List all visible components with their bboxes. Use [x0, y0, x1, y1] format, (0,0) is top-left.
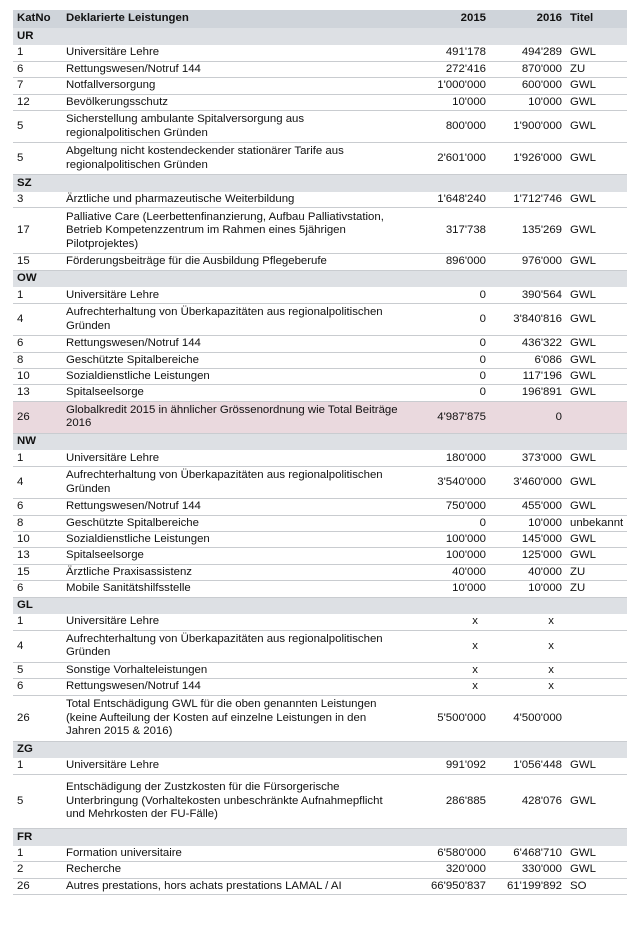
row-description: Universitäre Lehre: [62, 45, 408, 61]
row-titel: GWL: [566, 143, 627, 175]
canton-label: FR: [13, 829, 627, 846]
row-description: Rettungswesen/Notruf 144: [62, 336, 408, 352]
row-value-2015: 0: [408, 385, 490, 401]
row-value-2015: 896'000: [408, 254, 490, 270]
canton-label: ZG: [13, 741, 627, 758]
row-titel: ZU: [566, 581, 627, 597]
table-row: [13, 450, 627, 466]
row-description: Universitäre Lehre: [62, 287, 408, 303]
row-titel: GWL: [566, 862, 627, 878]
row-katno: 1: [13, 450, 62, 466]
table-row: [13, 467, 627, 499]
canton-label: UR: [13, 28, 627, 45]
header-row: [13, 10, 627, 28]
row-description: Rettungswesen/Notruf 144: [62, 499, 408, 515]
row-value-2015: 1'000'000: [408, 78, 490, 94]
row-titel: GWL: [566, 304, 627, 336]
table-row: [13, 385, 627, 401]
row-value-2015: x: [408, 679, 490, 695]
row-value-2016: 1'712'746: [490, 192, 566, 208]
row-value-2015: 0: [408, 352, 490, 368]
row-value-2015: 180'000: [408, 450, 490, 466]
row-value-2016: x: [490, 662, 566, 678]
row-titel: [566, 401, 627, 433]
table-row: [13, 662, 627, 678]
row-katno: 6: [13, 61, 62, 77]
table-row: [13, 581, 627, 597]
row-value-2016: 6'468'710: [490, 846, 566, 862]
row-value-2016: 40'000: [490, 564, 566, 580]
table-row: [13, 208, 627, 254]
row-titel: [566, 614, 627, 630]
table-row: [13, 878, 627, 894]
row-value-2016: 135'269: [490, 208, 566, 254]
row-description: Recherche: [62, 862, 408, 878]
row-katno: 5: [13, 111, 62, 143]
row-description: Abgeltung nicht kostendeckender stationärer Tarife aus regionalpolitischen Gründen: [62, 143, 408, 175]
row-katno: 3: [13, 192, 62, 208]
row-value-2015: 2'601'000: [408, 143, 490, 175]
row-value-2015: 286'885: [408, 775, 490, 829]
row-katno: 8: [13, 352, 62, 368]
row-description: Aufrechterhaltung von Überkapazitäten aus regionalpolitischen Gründen: [62, 304, 408, 336]
row-value-2015: 320'000: [408, 862, 490, 878]
row-titel: GWL: [566, 352, 627, 368]
table-row: [13, 254, 627, 270]
row-description: Sicherstellung ambulante Spitalversorgung aus regionalpolitischen Gründen: [62, 111, 408, 143]
row-katno: 6: [13, 679, 62, 695]
row-value-2016: 455'000: [490, 499, 566, 515]
row-katno: 6: [13, 499, 62, 515]
row-titel: GWL: [566, 548, 627, 564]
canton-row: [13, 597, 627, 614]
row-value-2016: 10'000: [490, 581, 566, 597]
canton-row: [13, 28, 627, 45]
row-titel: [566, 630, 627, 662]
row-description: Formation universitaire: [62, 846, 408, 862]
row-description: Rettungswesen/Notruf 144: [62, 679, 408, 695]
page: [13, 10, 627, 895]
row-value-2015: 317'738: [408, 208, 490, 254]
row-titel: GWL: [566, 846, 627, 862]
row-value-2016: 196'891: [490, 385, 566, 401]
table-row: [13, 695, 627, 741]
row-description: Globalkredit 2015 in ähnlicher Grössenordnung wie Total Beiträge 2016: [62, 401, 408, 433]
row-value-2016: 494'289: [490, 45, 566, 61]
row-titel: [566, 679, 627, 695]
table-row: [13, 862, 627, 878]
row-value-2015: 991'092: [408, 758, 490, 774]
row-value-2015: 0: [408, 369, 490, 385]
row-titel: GWL: [566, 111, 627, 143]
row-titel: GWL: [566, 94, 627, 110]
row-value-2015: 100'000: [408, 531, 490, 547]
row-value-2015: 0: [408, 304, 490, 336]
row-description: Rettungswesen/Notruf 144: [62, 61, 408, 77]
row-katno: 10: [13, 369, 62, 385]
row-description: Sozialdienstliche Leistungen: [62, 531, 408, 547]
table-row: [13, 564, 627, 580]
row-titel: GWL: [566, 287, 627, 303]
row-description: Entschädigung der Zustzkosten für die Fürsorgerische Unterbringung (Vorhaltekosten unbeschränkte Aufnahmepflicht und Mehrkosten der FU-Fälle): [62, 775, 408, 829]
row-katno: 10: [13, 531, 62, 547]
row-titel: GWL: [566, 467, 627, 499]
row-value-2016: x: [490, 630, 566, 662]
row-titel: GWL: [566, 450, 627, 466]
row-titel: GWL: [566, 499, 627, 515]
row-katno: 12: [13, 94, 62, 110]
row-description: Förderungsbeiträge für die Ausbildung Pflegeberufe: [62, 254, 408, 270]
row-katno: 5: [13, 143, 62, 175]
row-value-2016: 1'926'000: [490, 143, 566, 175]
table-row: [13, 111, 627, 143]
row-titel: [566, 662, 627, 678]
table-row: [13, 352, 627, 368]
table-body: [13, 28, 627, 895]
row-value-2016: 1'900'000: [490, 111, 566, 143]
row-description: Universitäre Lehre: [62, 450, 408, 466]
canton-row: [13, 175, 627, 192]
row-katno: 1: [13, 846, 62, 862]
row-titel: GWL: [566, 254, 627, 270]
row-value-2015: 5'500'000: [408, 695, 490, 741]
row-katno: 4: [13, 467, 62, 499]
row-value-2016: 10'000: [490, 515, 566, 531]
table-row: [13, 630, 627, 662]
row-value-2016: 436'322: [490, 336, 566, 352]
row-value-2015: x: [408, 630, 490, 662]
table-row: [13, 61, 627, 77]
row-description: Palliative Care (Leerbettenfinanzierung, Aufbau Palliativstation, Betrieb Kompetenzzentrum im Rahmen eines 5jährigen Pilotprojektes): [62, 208, 408, 254]
row-description: Aufrechterhaltung von Überkapazitäten aus regionalpolitischen Gründen: [62, 630, 408, 662]
row-value-2015: 0: [408, 515, 490, 531]
row-description: Geschützte Spitalbereiche: [62, 515, 408, 531]
table-row: [13, 143, 627, 175]
row-value-2015: 4'987'875: [408, 401, 490, 433]
row-katno: 5: [13, 775, 62, 829]
table-row: [13, 336, 627, 352]
row-katno: 2: [13, 862, 62, 878]
row-value-2015: 1'648'240: [408, 192, 490, 208]
row-value-2016: 1'056'448: [490, 758, 566, 774]
row-titel: [566, 695, 627, 741]
row-katno: 1: [13, 287, 62, 303]
row-description: Universitäre Lehre: [62, 614, 408, 630]
row-katno: 1: [13, 45, 62, 61]
row-katno: 15: [13, 564, 62, 580]
row-titel: GWL: [566, 531, 627, 547]
row-value-2016: 0: [490, 401, 566, 433]
row-description: Mobile Sanitätshilfsstelle: [62, 581, 408, 597]
row-value-2016: 3'840'816: [490, 304, 566, 336]
row-description: Autres prestations, hors achats prestations LAMAL / AI: [62, 878, 408, 894]
table-row: [13, 369, 627, 385]
table-row: [13, 614, 627, 630]
row-katno: 26: [13, 878, 62, 894]
row-katno: 1: [13, 758, 62, 774]
services-table: [13, 10, 627, 895]
header-titel: Titel: [566, 10, 627, 28]
row-katno: 6: [13, 581, 62, 597]
row-titel: GWL: [566, 758, 627, 774]
row-value-2015: 6'580'000: [408, 846, 490, 862]
row-value-2016: 373'000: [490, 450, 566, 466]
row-value-2015: 66'950'837: [408, 878, 490, 894]
row-description: Sozialdienstliche Leistungen: [62, 369, 408, 385]
row-titel: GWL: [566, 45, 627, 61]
row-katno: 17: [13, 208, 62, 254]
table-row: [13, 287, 627, 303]
header-2016: 2016: [490, 10, 566, 28]
row-value-2016: 61'199'892: [490, 878, 566, 894]
row-katno: 26: [13, 695, 62, 741]
row-description: Geschützte Spitalbereiche: [62, 352, 408, 368]
row-titel: SO: [566, 878, 627, 894]
canton-label: GL: [13, 597, 627, 614]
canton-label: NW: [13, 433, 627, 450]
row-value-2016: x: [490, 679, 566, 695]
canton-row: [13, 829, 627, 846]
row-katno: 1: [13, 614, 62, 630]
row-katno: 13: [13, 548, 62, 564]
row-katno: 7: [13, 78, 62, 94]
row-value-2016: 10'000: [490, 94, 566, 110]
row-value-2016: 976'000: [490, 254, 566, 270]
header-desc: Deklarierte Leistungen: [62, 10, 408, 28]
row-value-2015: 0: [408, 287, 490, 303]
canton-row: [13, 433, 627, 450]
row-katno: 8: [13, 515, 62, 531]
row-titel: unbekannt: [566, 515, 627, 531]
row-value-2016: 428'076: [490, 775, 566, 829]
canton-label: OW: [13, 270, 627, 287]
row-value-2015: 100'000: [408, 548, 490, 564]
row-titel: ZU: [566, 564, 627, 580]
table-row: [13, 548, 627, 564]
row-titel: GWL: [566, 208, 627, 254]
row-value-2015: x: [408, 662, 490, 678]
header-2015: 2015: [408, 10, 490, 28]
row-description: Sonstige Vorhalteleistungen: [62, 662, 408, 678]
row-titel: GWL: [566, 78, 627, 94]
table-row: [13, 401, 627, 433]
row-katno: 15: [13, 254, 62, 270]
row-titel: GWL: [566, 775, 627, 829]
canton-row: [13, 270, 627, 287]
table-row: [13, 846, 627, 862]
row-titel: GWL: [566, 192, 627, 208]
canton-row: [13, 741, 627, 758]
row-description: Ärztliche Praxisassistenz: [62, 564, 408, 580]
table-row: [13, 515, 627, 531]
row-value-2015: 40'000: [408, 564, 490, 580]
header-katno: KatNo: [13, 10, 62, 28]
row-katno: 4: [13, 304, 62, 336]
table-row: [13, 78, 627, 94]
row-katno: 6: [13, 336, 62, 352]
row-titel: ZU: [566, 61, 627, 77]
row-description: Aufrechterhaltung von Überkapazitäten aus regionalpolitischen Gründen: [62, 467, 408, 499]
table-row: [13, 304, 627, 336]
row-description: Notfallversorgung: [62, 78, 408, 94]
row-value-2016: 600'000: [490, 78, 566, 94]
canton-label: SZ: [13, 175, 627, 192]
row-description: Spitalseelsorge: [62, 548, 408, 564]
row-katno: 5: [13, 662, 62, 678]
row-value-2015: 10'000: [408, 94, 490, 110]
row-value-2015: 750'000: [408, 499, 490, 515]
row-value-2016: 145'000: [490, 531, 566, 547]
row-value-2016: 4'500'000: [490, 695, 566, 741]
table-row: [13, 192, 627, 208]
row-value-2015: 10'000: [408, 581, 490, 597]
table-row: [13, 531, 627, 547]
row-value-2015: x: [408, 614, 490, 630]
row-value-2016: x: [490, 614, 566, 630]
row-katno: 4: [13, 630, 62, 662]
row-description: Total Entschädigung GWL für die oben genannten Leistungen (keine Aufteilung der Kosten auf einzelne Leistungen in den Jahren 2015 & 2016): [62, 695, 408, 741]
table-row: [13, 758, 627, 774]
row-value-2015: 272'416: [408, 61, 490, 77]
row-katno: 26: [13, 401, 62, 433]
row-value-2015: 3'540'000: [408, 467, 490, 499]
row-titel: GWL: [566, 336, 627, 352]
table-row: [13, 45, 627, 61]
row-value-2016: 870'000: [490, 61, 566, 77]
table-row: [13, 679, 627, 695]
row-description: Ärztliche und pharmazeutische Weiterbildung: [62, 192, 408, 208]
row-value-2015: 800'000: [408, 111, 490, 143]
row-value-2016: 117'196: [490, 369, 566, 385]
row-titel: GWL: [566, 369, 627, 385]
row-value-2016: 390'564: [490, 287, 566, 303]
table-row: [13, 499, 627, 515]
row-description: Universitäre Lehre: [62, 758, 408, 774]
table-row: [13, 775, 627, 829]
row-katno: 13: [13, 385, 62, 401]
table-row: [13, 94, 627, 110]
row-value-2016: 6'086: [490, 352, 566, 368]
row-value-2016: 3'460'000: [490, 467, 566, 499]
row-value-2016: 125'000: [490, 548, 566, 564]
row-value-2015: 491'178: [408, 45, 490, 61]
row-titel: GWL: [566, 385, 627, 401]
row-value-2015: 0: [408, 336, 490, 352]
row-value-2016: 330'000: [490, 862, 566, 878]
row-description: Bevölkerungsschutz: [62, 94, 408, 110]
row-description: Spitalseelsorge: [62, 385, 408, 401]
